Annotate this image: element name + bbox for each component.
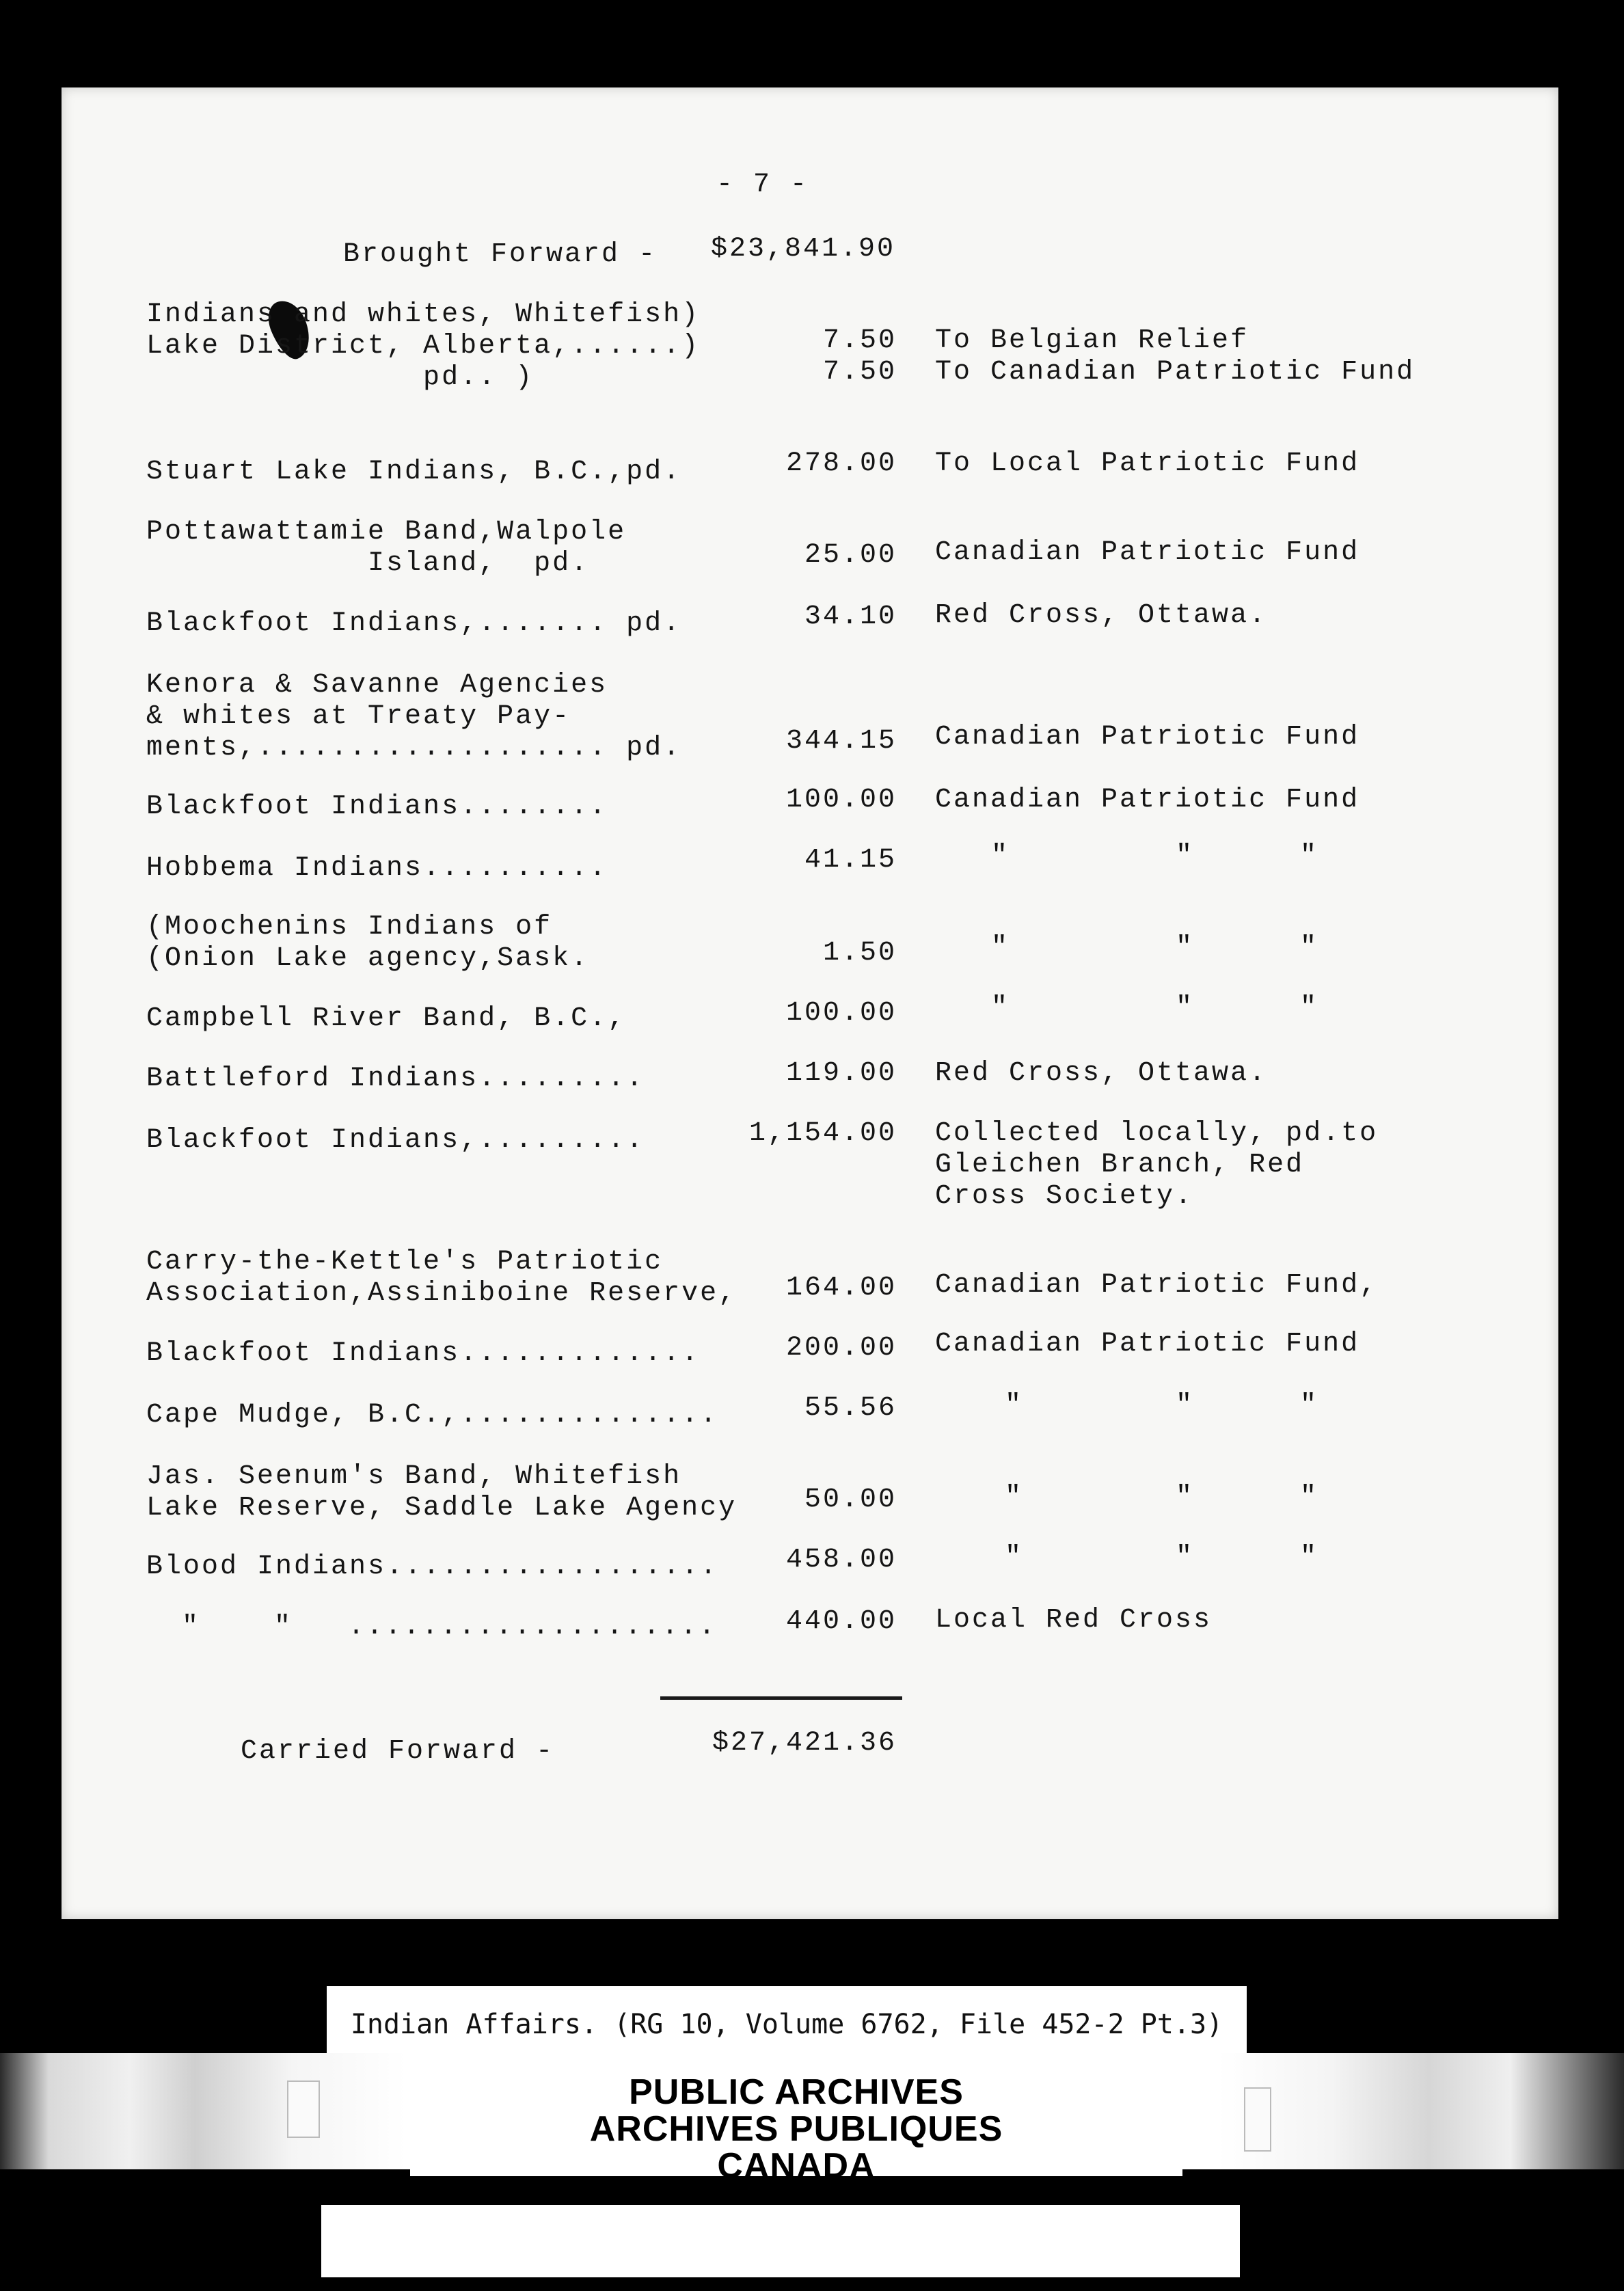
entry-destination: Canadian Patriotic Fund <box>935 537 1360 568</box>
entry-destination: Canadian Patriotic Fund <box>935 785 1360 815</box>
entry-destination: To Local Patriotic Fund <box>935 448 1360 479</box>
entry-source-line: Blackfoot Indians,....... pd. <box>146 608 682 639</box>
entry-source-line: Kenora & Savanne Agencies <box>146 670 608 701</box>
entry-amount: 1,154.00 <box>748 1118 897 1149</box>
entry-destination: Canadian Patriotic Fund, <box>935 1270 1379 1301</box>
entry-source-line: Carry-the-Kettle's Patriotic <box>146 1247 664 1277</box>
entry-source-line: (Onion Lake agency,Sask. <box>146 943 590 974</box>
entry-source-line: Battleford Indians......... <box>146 1063 645 1094</box>
entry-destination: Local Red Cross <box>935 1605 1213 1636</box>
entry-source-line: Lake Reserve, Saddle Lake Agency <box>146 1493 737 1523</box>
ditto-mark: " <box>1005 1390 1022 1421</box>
ditto-mark: " <box>1176 841 1193 871</box>
carried-forward-amount: $27,421.36 <box>712 1728 897 1759</box>
entry-amount: 119.00 <box>785 1058 897 1089</box>
ditto-mark: " <box>1176 1390 1193 1421</box>
entry-amount: 344.15 <box>785 726 897 757</box>
entry-amount: 200.00 <box>785 1333 897 1364</box>
ditto-mark: " <box>991 841 1008 871</box>
entry-source-line: Association,Assiniboine Reserve, <box>146 1278 737 1309</box>
entry-amount: 458.00 <box>785 1545 897 1575</box>
ditto-mark: " <box>1300 841 1317 871</box>
stamp-tab-right <box>1244 2087 1271 2152</box>
stamp-line-country: CANADA <box>717 2146 876 2186</box>
entry-destination: To Canadian Patriotic Fund <box>935 357 1416 388</box>
entry-source-line: Lake District, Alberta,......) <box>146 331 701 362</box>
entry-source-line: pd.. ) <box>146 362 534 393</box>
entry-destination: Canadian Patriotic Fund <box>935 1329 1360 1359</box>
entry-amount: 25.00 <box>804 540 897 571</box>
entry-amount: 50.00 <box>804 1485 897 1515</box>
archive-reference-text: Indian Affairs. (RG 10, Volume 6762, File 452-2 Pt.3) <box>350 2009 1223 2040</box>
ditto-mark: " <box>1005 1482 1022 1513</box>
stamp-line-french: ARCHIVES PUBLIQUES <box>589 2109 1003 2149</box>
total-rule <box>660 1696 902 1700</box>
entry-destination: Collected locally, pd.to <box>935 1118 1379 1149</box>
ditto-mark: " <box>1005 1542 1022 1573</box>
entry-source-line: Blackfoot Indians,......... <box>146 1125 645 1156</box>
entry-source-line: Island, pd. <box>146 548 590 579</box>
ditto-mark: " <box>1300 932 1317 963</box>
entry-source-line: Blackfoot Indians........ <box>146 791 608 822</box>
entry-source-line: Indians and whites, Whitefish) <box>146 299 701 330</box>
entry-destination: Red Cross, Ottawa. <box>935 600 1268 631</box>
entry-destination: Red Cross, Ottawa. <box>935 1058 1268 1089</box>
entry-source-line: Pottawattamie Band,Walpole <box>146 517 627 547</box>
entry-source-line: (Moochenins Indians of <box>146 912 553 943</box>
entry-amount: 34.10 <box>804 601 897 632</box>
entry-amount: 55.56 <box>804 1393 897 1424</box>
ditto-mark: " <box>1176 992 1193 1023</box>
ditto-mark: " <box>1300 1390 1317 1421</box>
archive-stamp-strip <box>0 2053 1624 2186</box>
ditto-mark: " <box>1300 992 1317 1023</box>
entry-amount: 100.00 <box>785 785 897 815</box>
entry-destination: Canadian Patriotic Fund <box>935 722 1360 753</box>
ditto-mark: " <box>1176 1482 1193 1513</box>
entry-source-line: & whites at Treaty Pay- <box>146 701 571 732</box>
brought-forward-label: Brought Forward - <box>343 239 658 270</box>
ditto-mark: " <box>1300 1482 1317 1513</box>
entry-amount: 7.50 <box>822 325 897 356</box>
entry-destination: Gleichen Branch, Red <box>935 1150 1305 1180</box>
ditto-mark: " <box>991 992 1008 1023</box>
entry-source-line: Cape Mudge, B.C.,.............. <box>146 1400 719 1431</box>
page-number: - 7 - <box>716 170 809 200</box>
ditto-mark: " <box>1176 1542 1193 1573</box>
entry-destination: To Belgian Relief <box>935 325 1249 356</box>
entry-amount: 7.50 <box>822 357 897 388</box>
archive-stamp <box>410 2072 1182 2186</box>
entry-amount: 41.15 <box>804 845 897 876</box>
entry-source-line: ments,................... pd. <box>146 733 682 763</box>
stamp-tab-left <box>287 2080 320 2138</box>
brought-forward-amount: $23,841.90 <box>710 234 895 265</box>
stamp-line-english: PUBLIC ARCHIVES <box>629 2072 964 2112</box>
entry-amount: 100.00 <box>785 998 897 1029</box>
document-page <box>62 87 1558 1919</box>
entry-source-line: Blood Indians.................. <box>146 1551 719 1582</box>
ditto-mark: " <box>991 932 1008 963</box>
entry-source-line: Campbell River Band, B.C., <box>146 1003 627 1034</box>
ditto-mark: " <box>1300 1542 1317 1573</box>
archive-reference-label <box>327 1986 1247 2061</box>
entry-source-line: Stuart Lake Indians, B.C.,pd. <box>146 457 682 487</box>
entry-amount: 440.00 <box>785 1606 897 1637</box>
entry-source-line: " " .................... <box>182 1612 718 1642</box>
carried-forward-label: Carried Forward - <box>241 1736 555 1767</box>
blank-label <box>321 2205 1240 2277</box>
entry-source-line: Hobbema Indians.......... <box>146 853 608 884</box>
entry-amount: 1.50 <box>822 938 897 968</box>
entry-amount: 278.00 <box>785 448 897 479</box>
entry-source-line: Blackfoot Indians............. <box>146 1338 701 1369</box>
entry-amount: 164.00 <box>785 1273 897 1303</box>
entry-destination: Cross Society. <box>935 1181 1194 1212</box>
entry-source-line: Jas. Seenum's Band, Whitefish <box>146 1461 682 1492</box>
ditto-mark: " <box>1176 932 1193 963</box>
